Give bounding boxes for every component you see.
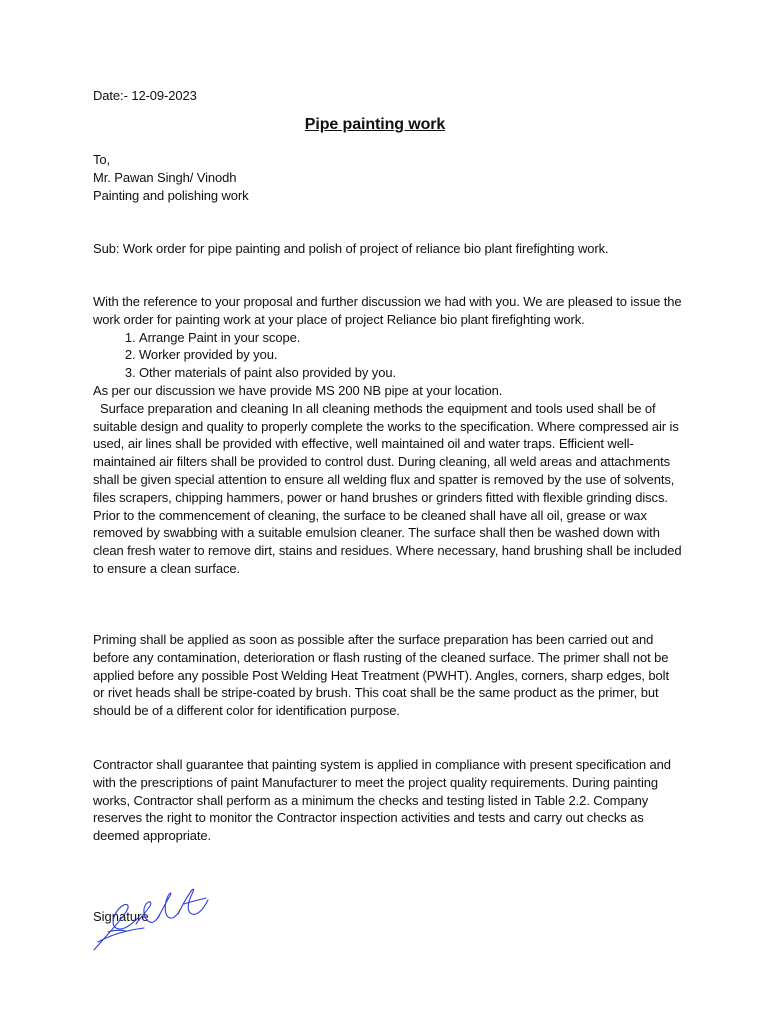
list-item: 1. Arrange Paint in your scope. bbox=[139, 329, 683, 347]
scope-list bbox=[93, 329, 683, 382]
surface-prep-paragraph: Surface preparation and cleaning In all cleaning methods the equipment and tools used shall be of suitable design and quality to properly complete the works to the specification. Where compressed air is used, air lines shall be provided with effective, well maintained oil and water traps. Efficient well-maintained air filters shall be provided to control dust. During cleaning, all weld areas and attachments shall be given special attention to ensure all welding flux and spatter is removed by the use of solvents, files scrapers, chipping hammers, power or hand brushes or grinders fitted with flexible grinding discs. Prior to the commencement of cleaning, the surface to be cleaned shall have all oil, grease or wax removed by swabbing with a suitable emulsion cleaner. The surface shall then be washed down with clean fresh water to remove dirt, stains and residues. Where necessary, hand brushing shall be included to ensure a clean surface. bbox=[93, 400, 682, 576]
list-item: 3. Other materials of paint also provided by you. bbox=[139, 364, 683, 382]
intro-paragraph: With the reference to your proposal and further discussion we had with you. We are pleased to issue the work order for painting work at your place of project Reliance bio plant firefighting work. bbox=[93, 294, 682, 327]
letter-date: Date:- 12-09-2023 bbox=[93, 88, 197, 103]
recipient-name: Mr. Pawan Singh/ Vinodh bbox=[93, 169, 237, 185]
pipe-note: As per our discussion we have provide MS 200 NB pipe at your location. bbox=[93, 382, 503, 398]
letter-title: Pipe painting work bbox=[304, 116, 446, 133]
recipient-department: Painting and polishing work bbox=[93, 187, 249, 203]
contractor-paragraph: Contractor shall guarantee that painting system is applied in compliance with present specification and with the prescriptions of paint Manufacturer to meet the project quality requirements. During painting works, Contractor shall perform as a minimum the checks and testing listed in Table 2.2. Company reserves the right to monitor the Contractor inspection activities and tests and carry out checks as deemed appropriate. bbox=[93, 757, 671, 844]
handwritten-signature bbox=[88, 884, 213, 954]
main-body bbox=[93, 293, 683, 578]
list-item: 2. Worker provided by you. bbox=[139, 346, 683, 364]
recipient-block bbox=[93, 151, 683, 204]
signature-label: Signature bbox=[93, 909, 149, 924]
subject-line: Sub: Work order for pipe painting and polish of project of reliance bio plant firefighting work. bbox=[93, 241, 609, 256]
recipient-to: To, bbox=[93, 152, 111, 167]
priming-paragraph: Priming shall be applied as soon as possible after the surface preparation has been carried out and before any contamination, deterioration or flash rusting of the cleaned surface. The primer shall not be applied before any possible Post Welding Heat Treatment (PWHT). Angles, corners, sharp edges, bolt or rivet heads shall be stripe-coated by brush. This coat shall be the same product as the primer, but should be of a different color for identification purpose. bbox=[93, 632, 669, 719]
